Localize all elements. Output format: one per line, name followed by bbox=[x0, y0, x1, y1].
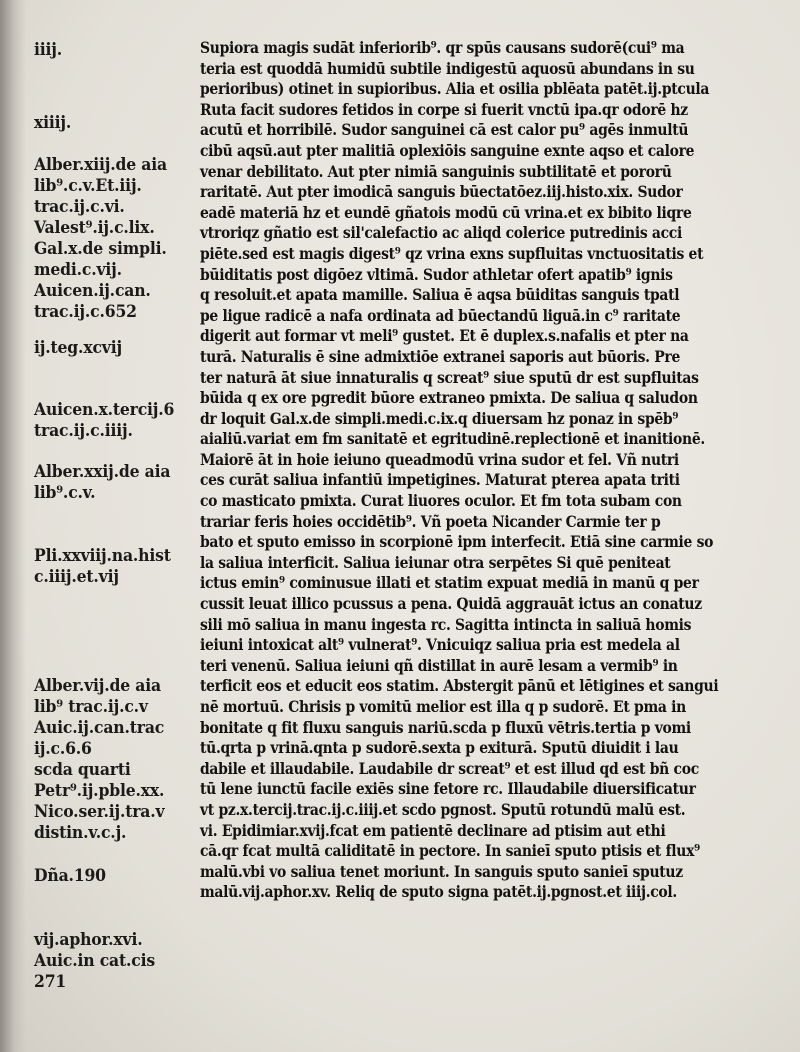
text-line: ieiuni intoxicat alt⁹ vulnerat⁹. Vnicuiqz saliua pria est medela al bbox=[200, 635, 680, 655]
margin-note: Auicen.x.tercij.6 trac.ij.c.iiij. bbox=[34, 400, 175, 441]
text-line: raritatē. Aut pter imodicā sanguis būectatōez.iij.histo.xix. Sudor bbox=[200, 182, 683, 202]
margin-note: vij.aphor.xvi. Auic.in cat.cis 271 bbox=[34, 930, 156, 992]
text-line: sili mō saliua in manu ingesta rc. Sagitta intincta in saliuā homis bbox=[200, 614, 692, 634]
margin-note: Alber.xxij.de aia lib⁹.c.v. bbox=[34, 462, 171, 503]
text-line: cibū aqsū.aut pter malitiā oplexiōis sanguine exnte aqso et calore bbox=[200, 140, 695, 160]
text-line: nē mortuū. Chrisis p vomitū melior est illa q p sudorē. Et pma in bbox=[200, 697, 686, 716]
margin-note: Alber.xiij.de aia lib⁹.c.v.Et.iij. trac.ij.c.vi. Valest⁹.ij.c.lix. Gal.x.de simpli. medi.c.vij. Auicen.ij.can. trac.ij.c.652 bbox=[34, 155, 167, 322]
text-line: ter naturā āt siue innaturalis q screat⁹ siue sputū dr est supfluitas bbox=[200, 367, 699, 387]
margin-note: Pli.xxviij.na.hist c.iiij.et.vij bbox=[34, 546, 171, 587]
margin-note: xiiij. bbox=[34, 113, 72, 133]
text-line: tū.qrta p vrinā.qnta p sudorē.sexta p exiturā. Sputū diuidit i lau bbox=[200, 738, 679, 758]
text-line: dabile et illaudabile. Laudabile dr screat⁹ et est illud qd est bñ coc bbox=[200, 758, 699, 778]
text-line: cussit leuat illico pcussus a pena. Quidā aggrauāt ictus an conatuz bbox=[200, 594, 702, 614]
text-line: vi. Epidimiar.xvij.fcat em patientē declinare ad ptisim aut ethi bbox=[200, 820, 666, 840]
text-line: cā.qr fcat multā caliditatē in pectore. In sanieī sputo ptisis et flux⁹ bbox=[200, 841, 700, 861]
text-line: Supiora magis sudāt inferiorib⁹. qr spūs causans sudorē(cui⁹ ma bbox=[200, 38, 685, 57]
text-line: aialiū.variat em fm sanitatē et egritudinē.replectionē et inanitionē. bbox=[200, 429, 705, 449]
text-line: tū lene iunctū facile exiēs sine fetore rc. Illaudabile diuersificatur bbox=[200, 779, 696, 799]
text-line: venar debilitato. Aut pter nimiā sanguinis subtilitatē et pororū bbox=[200, 161, 672, 181]
text-line: q resoluit.et apata mamille. Saliua ē aqsa būiditas sanguis tpatl bbox=[200, 285, 680, 305]
text-line: bonitate q fit fluxu sanguis nariū.scda p fluxū vētris.tertia p vomi bbox=[200, 717, 691, 737]
text-line: co masticato pmixta. Curat liuores oculor. Et fm tota subam con bbox=[200, 491, 682, 511]
text-line: Ruta facit sudores fetidos in corpe si fuerit vnctū ipa.qr odorē hz bbox=[200, 99, 688, 119]
gutter-shadow bbox=[0, 0, 26, 1052]
text-line: vt pz.x.tercij.trac.ij.c.iiij.et scdo pgnost. Sputū rotundū malū est. bbox=[200, 799, 686, 819]
text-line: Maiorē āt in hoie ieiuno queadmodū vrina sudor et fel. Vñ nutri bbox=[200, 449, 679, 469]
main-text-block bbox=[200, 38, 786, 903]
text-line: acutū et horribilē. Sudor sanguinei cā est calor pu⁹ agēs inmultū bbox=[200, 120, 689, 140]
text-line: būiditatis post digōez vltimā. Sudor athletar ofert apatib⁹ ignis bbox=[200, 264, 673, 284]
margin-note: Alber.vij.de aia lib⁹ trac.ij.c.v Auic.ij.can.trac ij.c.6.6 scda quarti Petr⁹.ij.pble.xx. Nico.ser.ij.tra.v distin.v.c.j. bbox=[34, 676, 165, 843]
text-line: dr loquit Gal.x.de simpli.medi.c.ix.q diuersam hz ponaz in spēb⁹ bbox=[200, 408, 679, 428]
margin-note: ij.teg.xcvij bbox=[34, 338, 122, 358]
text-line: digerit aut formar vt meli⁹ gustet. Et ē duplex.s.nafalis et pter na bbox=[200, 326, 689, 346]
text-line: bato et sputo emisso in scorpionē ipm interfecit. Etiā sine carmie so bbox=[200, 532, 714, 552]
text-line: eadē materiā hz et eundē gñatois modū cū vrina.et ex bibito liqre bbox=[200, 202, 692, 222]
text-line: malū.vij.aphor.xv. Reliq de sputo signa patēt.ij.pgnost.et iiij.col. bbox=[200, 882, 677, 902]
text-line: ces curāt saliua infantiū impetigines. Maturat pterea apata triti bbox=[200, 470, 680, 490]
text-line: piēte.sed est magis digest⁹ qz vrina exns supfluitas vnctuositatis et bbox=[200, 243, 704, 263]
text-line: malū.vbi vo saliua tenet moriunt. In sanguis sputo sanieī sputuz bbox=[200, 861, 683, 881]
text-line: terficit eos et educit eos statim. Abstergit pānū et lētigines et sangui bbox=[200, 676, 719, 696]
text-line: teria est quoddā humidū subtile indigestū aquosū abundans in su bbox=[200, 58, 695, 78]
text-line: pe ligue radicē a nafa ordinata ad būectandū liguā.in c⁹ raritate bbox=[200, 305, 681, 325]
text-line: vtroriqz gñatio est sil'calefactio ac aliqd colerice putredinis acci bbox=[200, 223, 682, 243]
margin-notes-column bbox=[30, 0, 192, 1052]
margin-note: Dña.190 bbox=[34, 866, 106, 886]
text-line: trariar feris hoies occidētib⁹. Vñ poeta Nicander Carmie ter p bbox=[200, 511, 661, 531]
text-line: būida q ex ore pgredit būore extraneo pmixta. De saliua q saludon bbox=[200, 388, 698, 408]
text-line: ictus emin⁹ cominusue illati et statim expuat mediā in manū q per bbox=[200, 573, 699, 593]
text-line: la saliua interficit. Saliua ieiunar otra serpētes Si quē peniteat bbox=[200, 552, 671, 572]
margin-note: iiij. bbox=[34, 40, 63, 60]
text-line: teri venenū. Saliua ieiuni qñ distillat in aurē lesam a vermib⁹ in bbox=[200, 655, 678, 675]
text-line: turā. Naturalis ē sine admixtiōe extranei saporis aut būoris. Pre bbox=[200, 346, 681, 366]
text-line: perioribus) otinet in supioribus. Alia et osilia pblēata patēt.ij.ptcula bbox=[200, 79, 710, 99]
